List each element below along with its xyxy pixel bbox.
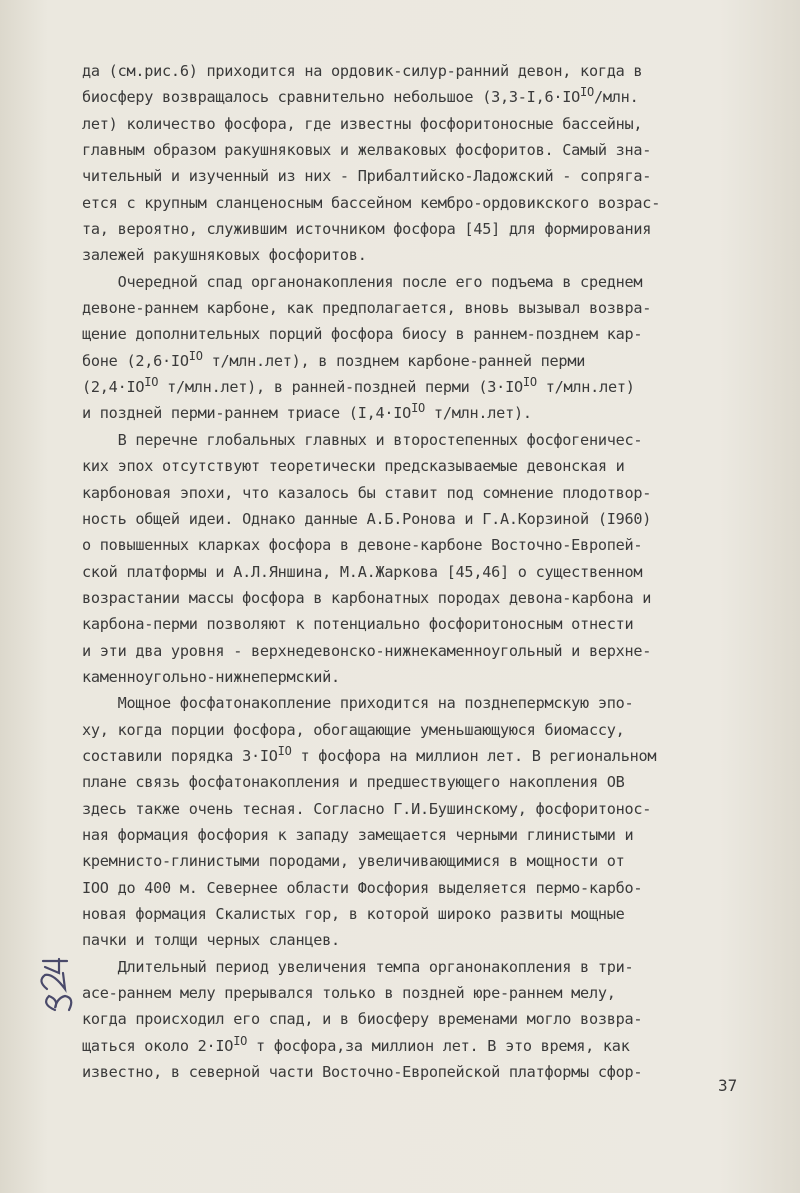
- text-line: ($2,4\cdot IO^{IO}$ т/млн.лет), в ранней-поздней перми ($3\cdot IO^{IO}$ т/млн.лет): [82, 375, 635, 397]
- text-line: щаться около $2\cdot IO^{IO}$ т фосфора,за миллион лет. В это время, как: [82, 1033, 630, 1055]
- text-line: здесь также очень тесная. Согласно Г.И.Бушинскому, фосфоритонос-: [82, 799, 652, 818]
- text-line: Очередной спад органонакопления после его подъема в среднем: [82, 272, 643, 291]
- document-body-text: [82, 58, 762, 1085]
- text-line: известно, в северной части Восточно-Европейской платформы сфор-: [82, 1063, 643, 1082]
- handwritten-margin-note: [18, 930, 78, 1020]
- text-line: каменноугольно-нижнепермский.: [82, 667, 340, 686]
- text-line: новая формация Скалистых гор, в которой широко развиты мощные: [82, 905, 625, 923]
- text-line: чительный и изученный из них - Прибалтийско-Ладожский - сопряга-: [82, 167, 652, 186]
- text-line: ху, когда порции фосфора, обогащающие уменьшающуюся биомассу,: [82, 720, 625, 739]
- text-line: плане связь фосфатонакопления и предшествующего накопления ОВ: [82, 773, 625, 792]
- text-line: ность общей идеи. Однако данные А.Б.Ронова и Г.А.Корзиной (I960): [82, 509, 652, 528]
- text-line: девоне-раннем карбоне, как предполагается, вновь вызывал возвра-: [82, 299, 652, 318]
- text-line: ской платформы и А.Л.Яншина, М.А.Жаркова [45,46] о существенном: [82, 562, 643, 581]
- text-line: Длительный период увеличения темпа органонакопления в три-: [82, 957, 634, 976]
- text-line: карбона-перми позволяют к потенциально фосфоритоносным отнести: [82, 615, 634, 634]
- text-line: ется с крупным сланценосным бассейном кембро-ордовикского возрас-: [82, 193, 661, 212]
- text-line: когда происходил его спад, и в биосферу временами могло возвра-: [82, 1010, 643, 1029]
- text-line: главным образом ракушняковых и желваковых фосфоритов. Самый зна-: [82, 141, 652, 160]
- text-line: кремнисто-глинистыми породами, увеличивающимися в мощности от: [82, 852, 625, 871]
- text-line: щение дополнительных порций фосфора биосу в раннем-позднем кар-: [82, 325, 643, 344]
- text-line: лет) количество фосфора, где известны фосфоритоносные бассейны,: [82, 114, 643, 133]
- text-line: биосферу возвращалось сравнительно небольшое ($3,3-I,6\cdot IO^{IO}$/млн.: [82, 85, 639, 107]
- text-line: пачки и толщи черных сланцев.: [82, 931, 340, 950]
- page-number: 37: [718, 1076, 738, 1095]
- text-line: В перечне глобальных главных и второстепенных фосфогеничес-: [82, 430, 643, 449]
- text-line: ких эпох отсутствуют теоретически предсказываемые девонская и: [82, 457, 625, 476]
- text-line: и эти два уровня - верхнедевонско-нижнекаменноугольный и верхне-: [82, 641, 652, 660]
- text-line: ная формация фосфория к западу замещается черными глинистыми и: [82, 825, 634, 844]
- text-line: Мощное фосфатонакопление приходится на позднепермскую эпо-: [82, 694, 634, 713]
- text-line: асе-раннем мелу прерывался только в поздней юре-раннем мелу,: [82, 984, 616, 1003]
- text-line: карбоновая эпохи, что казалось бы ставит под сомнение плодотвор-: [82, 483, 652, 502]
- text-line: залежей ракушняковых фосфоритов.: [82, 246, 367, 265]
- text-line: составили порядка $3\cdot IO^{IO}$ т фосфора на миллион лет. В региональном: [82, 743, 657, 765]
- text-line: боне ($2,6\cdot IO^{IO}$ т/млн.лет), в позднем карбоне-ранней перми: [82, 348, 586, 370]
- text-line: и поздней перми-раннем триасе ($I,4\cdot IO^{IO}$ т/млн.лет).: [82, 401, 532, 423]
- text-line: та, вероятно, служившим источником фосфора [45] для формирования: [82, 220, 652, 239]
- text-line: да (см.рис.6) приходится на ордовик-силур-ранний девон, когда в: [82, 62, 643, 80]
- text-line: возрастании массы фосфора в карбонатных породах девона-карбона и: [82, 588, 652, 607]
- text-line: IOO до 400 м. Севернее области Фосфория выделяется пермо-карбо-: [82, 878, 643, 897]
- text-line: о повышенных кларках фосфора в девоне-карбоне Восточно-Европей-: [82, 536, 643, 555]
